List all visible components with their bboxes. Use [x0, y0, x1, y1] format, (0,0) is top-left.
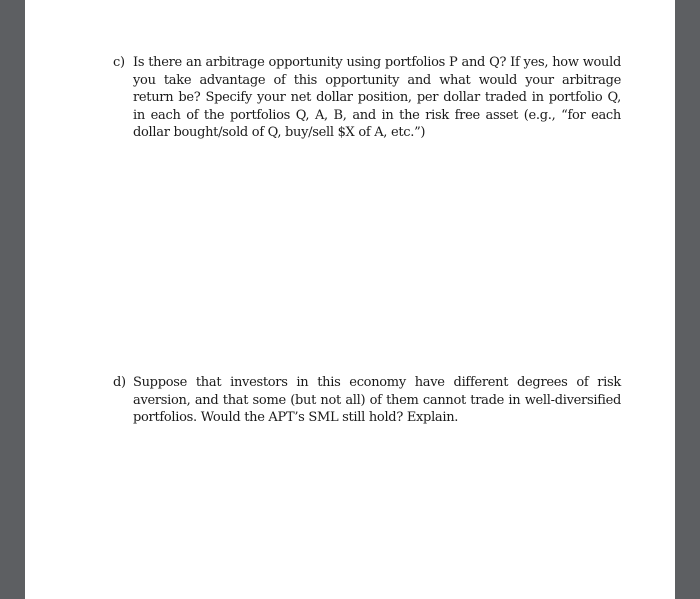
- question-c: [113, 54, 621, 142]
- question-text: Is there an arbitrage opportunity using portfolios P and Q? If yes, how would you take advantage of this opportunity and what would your arbitrage return be? Specify your net dollar position, per dollar traded in portfolio Q, in each of the portfolios Q, A, B, and in the risk free asset (e.g., “for each dollar bought/sold of Q, buy/sell $X of A, etc.”): [133, 55, 621, 140]
- question-d: [113, 374, 621, 427]
- document-page: [25, 0, 675, 599]
- question-text: Suppose that investors in this economy have different degrees of risk aversion, and that some (but not all) of them cannot trade in well-diversified portfolios. Would the APT’s SML still hold? Explain.: [133, 375, 621, 425]
- question-label: d): [113, 375, 126, 390]
- question-label: c): [113, 55, 125, 70]
